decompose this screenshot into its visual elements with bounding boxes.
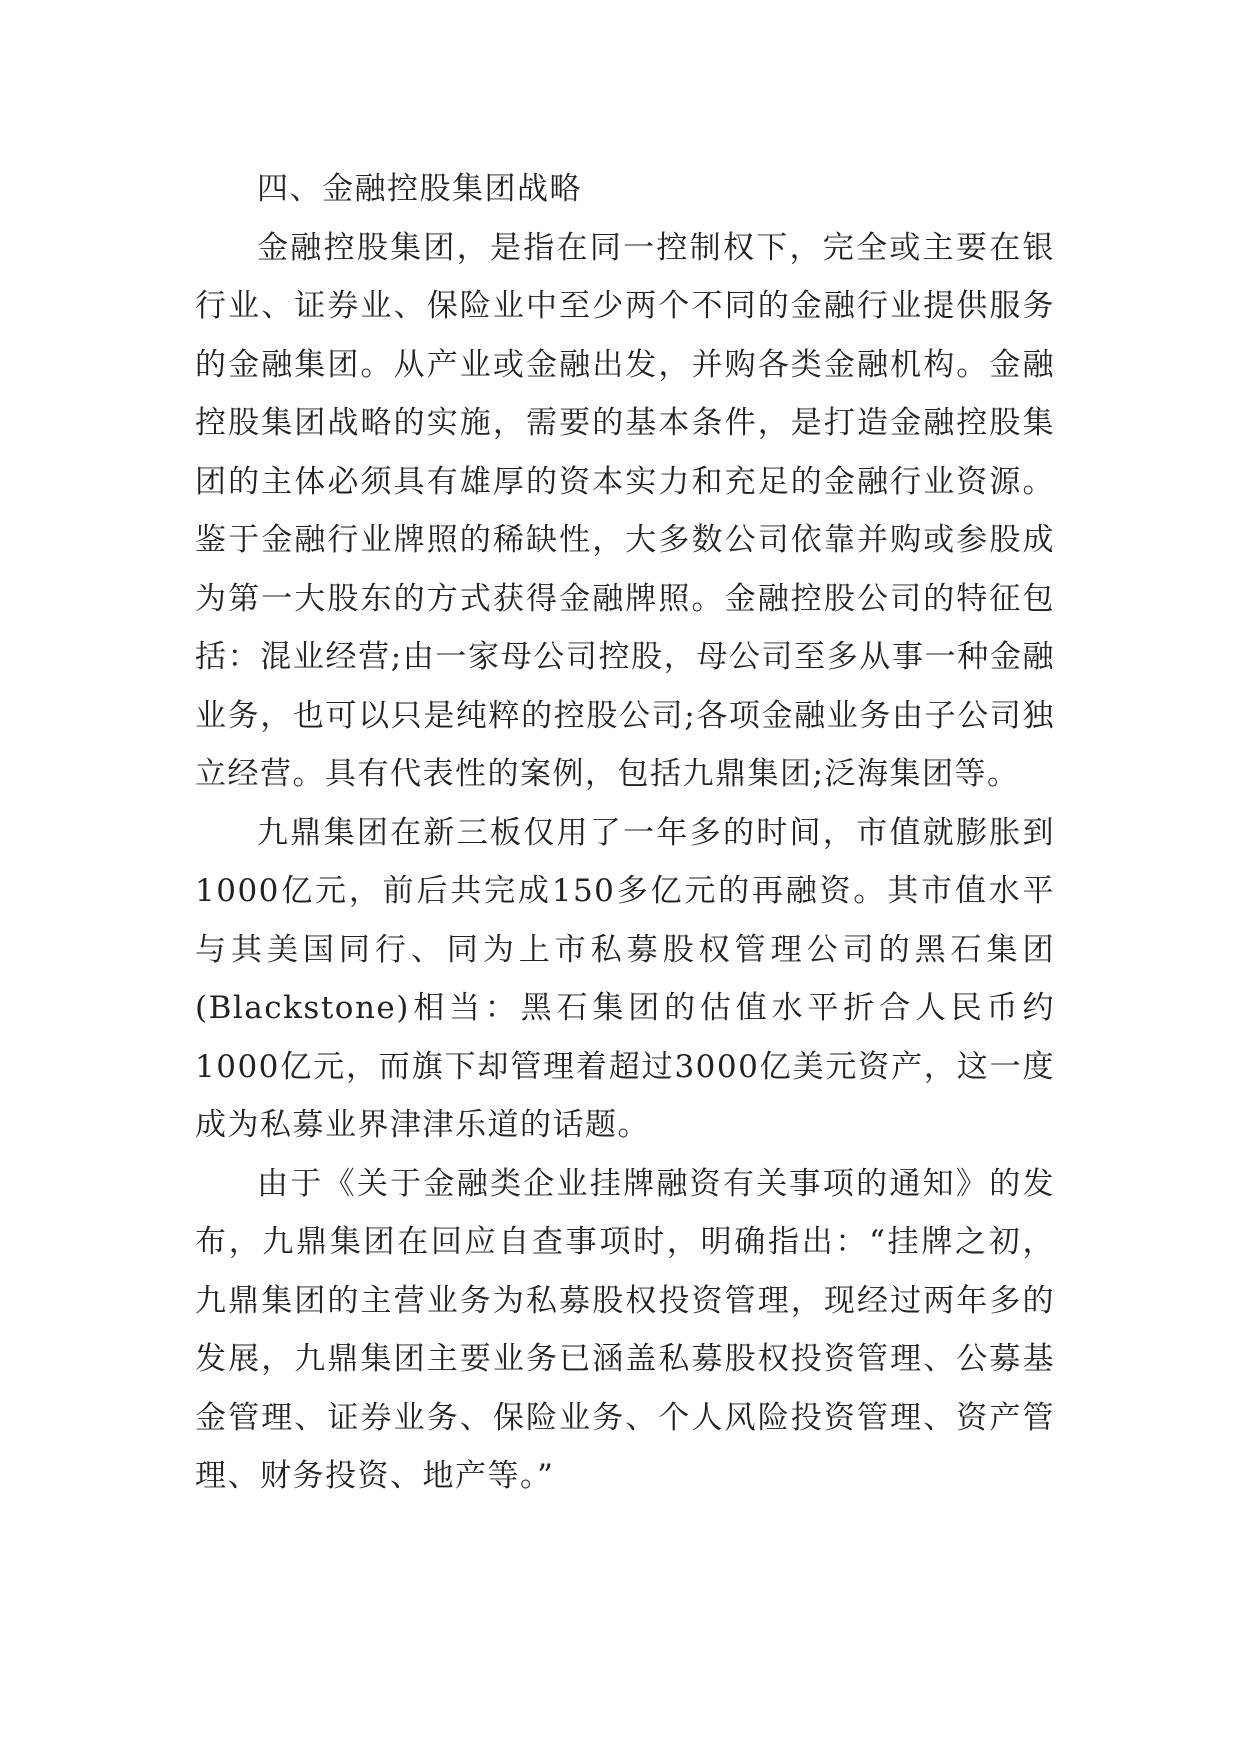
paragraph-financial-holding-definition: 金融控股集团，是指在同一控制权下，完全或主要在银行业、证券业、保险业中至少两个不同的金融行业提供服务的金融集团。从产业或金融出发，并购各类金融机构。金融控股集团战略的实施，需要的基本条件，是打造金融控股集团的主体必须具有雄厚的资本实力和充足的金融行业资源。鉴于金融行业牌照的稀缺性，大多数公司依靠并购或参股成为第一大股东的方式获得金融牌照。金融控股公司的特征包括：混业经营;由一家母公司控股，母公司至多从事一种金融业务，也可以只是纯粹的控股公司;各项金融业务由子公司独立经营。具有代表性的案例，包括九鼎集团;泛海集团等。 xyxy=(195,229,1055,792)
paragraph-jiuding-market-value: 九鼎集团在新三板仅用了一年多的时间，市值就膨胀到1000亿元，前后共完成150多亿元的再融资。其市值水平与其美国同行、同为上市私募股权管理公司的黑石集团(Blackstone)相当：黑石集团的估值水平折合人民币约1000亿元，而旗下却管理着超过3000亿美元资产，这一度成为私募业界津津乐道的话题。 xyxy=(195,814,1055,1143)
document-body xyxy=(195,160,1055,1506)
section-heading: 四、金融控股集团战略 xyxy=(257,171,582,207)
paragraph-jiuding-business-scope: 由于《关于金融类企业挂牌融资有关事项的通知》的发布，九鼎集团在回应自查事项时，明确指出：“挂牌之初，九鼎集团的主营业务为私募股权投资管理，现经过两年多的发展，九鼎集团主要业务已涵盖私募股权投资管理、公募基金管理、证券业务、保险业务、个人风险投资管理、资产管理、财务投资、地产等。” xyxy=(195,1165,1055,1494)
